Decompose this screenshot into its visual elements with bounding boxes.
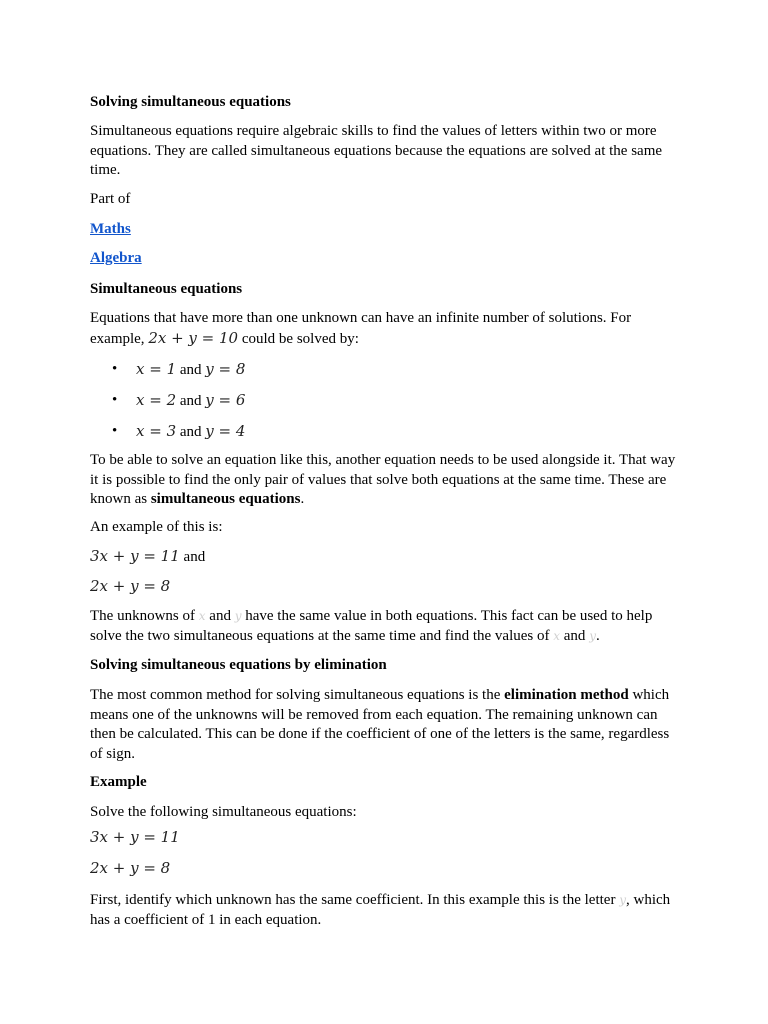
and-text: and bbox=[183, 549, 206, 565]
bold-term: elimination method bbox=[504, 687, 629, 703]
breadcrumb-maths bbox=[90, 220, 680, 240]
breadcrumb-algebra bbox=[90, 249, 680, 269]
equation: x = 1 bbox=[136, 360, 177, 378]
section-heading-simultaneous: Simultaneous equations bbox=[90, 281, 243, 297]
maths-link[interactable]: Maths bbox=[90, 221, 131, 237]
section-heading-elimination: Solving simultaneous equations by elimination bbox=[90, 657, 387, 673]
paragraph-text: , which has a coefficient of 1 in each equation. bbox=[90, 892, 671, 928]
paragraph-text: and bbox=[209, 608, 231, 624]
solve-equation-2 bbox=[90, 859, 680, 880]
part-of-label: Part of bbox=[90, 191, 131, 207]
list-item bbox=[90, 357, 650, 388]
paragraph-text: and bbox=[563, 627, 586, 644]
equation: 3x + y = 11 bbox=[90, 828, 180, 846]
paragraph-text: which means one of the unknowns will be removed from each equation. The remaining unknown can then be calculated. This can be done if the coefficient of one of the letters is the same, regardless of sign. bbox=[90, 687, 670, 762]
example-equation-2 bbox=[90, 577, 680, 598]
paragraph-text: could be solved by: bbox=[241, 330, 359, 347]
infinite-solutions-paragraph bbox=[90, 309, 680, 349]
paragraph-text: have the same value in both equations. This fact can be used to help solve the two simultaneous equations at the same time and find the values of bbox=[90, 608, 653, 644]
variable-x: x bbox=[553, 628, 561, 643]
unknowns-paragraph bbox=[90, 607, 680, 646]
bullet-icon: • bbox=[112, 423, 118, 439]
equation: 2x + y = 8 bbox=[90, 859, 171, 877]
bullet-icon: • bbox=[112, 361, 118, 377]
bullet-icon: • bbox=[112, 392, 118, 408]
variable-x: x bbox=[198, 609, 206, 623]
and-text: and bbox=[179, 393, 202, 409]
equation: x = 3 bbox=[136, 422, 177, 440]
paragraph-text: . bbox=[300, 491, 305, 507]
paragraph-text: To be able to solve an equation like this, another equation needs to be used alongside it. That way it is possible to find the only pair of values that solve both equations at the same time. These are known as bbox=[90, 452, 676, 507]
solve-intro: Solve the following simultaneous equations: bbox=[90, 804, 357, 820]
paragraph-text: First, identify which unknown has the same coefficient. In this example this is the letter bbox=[90, 892, 616, 908]
identify-coefficient-paragraph bbox=[90, 891, 680, 930]
paragraph-text: The unknowns of bbox=[90, 608, 195, 624]
equation: 2x + y = 8 bbox=[90, 577, 171, 595]
elimination-paragraph bbox=[90, 686, 680, 764]
equation: y = 4 bbox=[205, 422, 246, 440]
algebra-link[interactable]: Algebra bbox=[90, 250, 142, 266]
paragraph-text: The most common method for solving simultaneous equations is the bbox=[90, 687, 501, 703]
list-item bbox=[90, 419, 650, 450]
variable-y: y bbox=[234, 609, 242, 623]
page-title: Solving simultaneous equations bbox=[90, 94, 291, 110]
example-intro: An example of this is: bbox=[90, 519, 223, 535]
equation: y = 6 bbox=[205, 391, 246, 409]
solve-equation-1 bbox=[90, 828, 680, 849]
variable-y: y bbox=[589, 628, 596, 643]
equation: 3x + y = 11 bbox=[90, 547, 180, 565]
equation: y = 8 bbox=[205, 360, 246, 378]
paragraph-text: Equations that have more than one unknown can have an infinite number of solutions. For example, bbox=[90, 310, 632, 347]
example-equation-1 bbox=[90, 547, 680, 568]
intro-paragraph: Simultaneous equations require algebraic skills to find the values of letters within two or more equations. They are called simultaneous equations because the equations are solved at the same time. bbox=[90, 123, 663, 178]
and-text: and bbox=[179, 362, 202, 378]
paragraph-text: . bbox=[595, 627, 600, 644]
equation: x = 2 bbox=[136, 391, 177, 409]
example-heading: Example bbox=[90, 774, 147, 790]
simultaneous-definition-paragraph bbox=[90, 451, 680, 510]
and-text: and bbox=[179, 424, 202, 440]
bold-term: simultaneous equations bbox=[150, 491, 301, 507]
solutions-list bbox=[90, 357, 650, 450]
equation: 2x + y = 10 bbox=[148, 328, 239, 347]
variable-y: y bbox=[619, 893, 626, 907]
list-item bbox=[90, 388, 650, 419]
